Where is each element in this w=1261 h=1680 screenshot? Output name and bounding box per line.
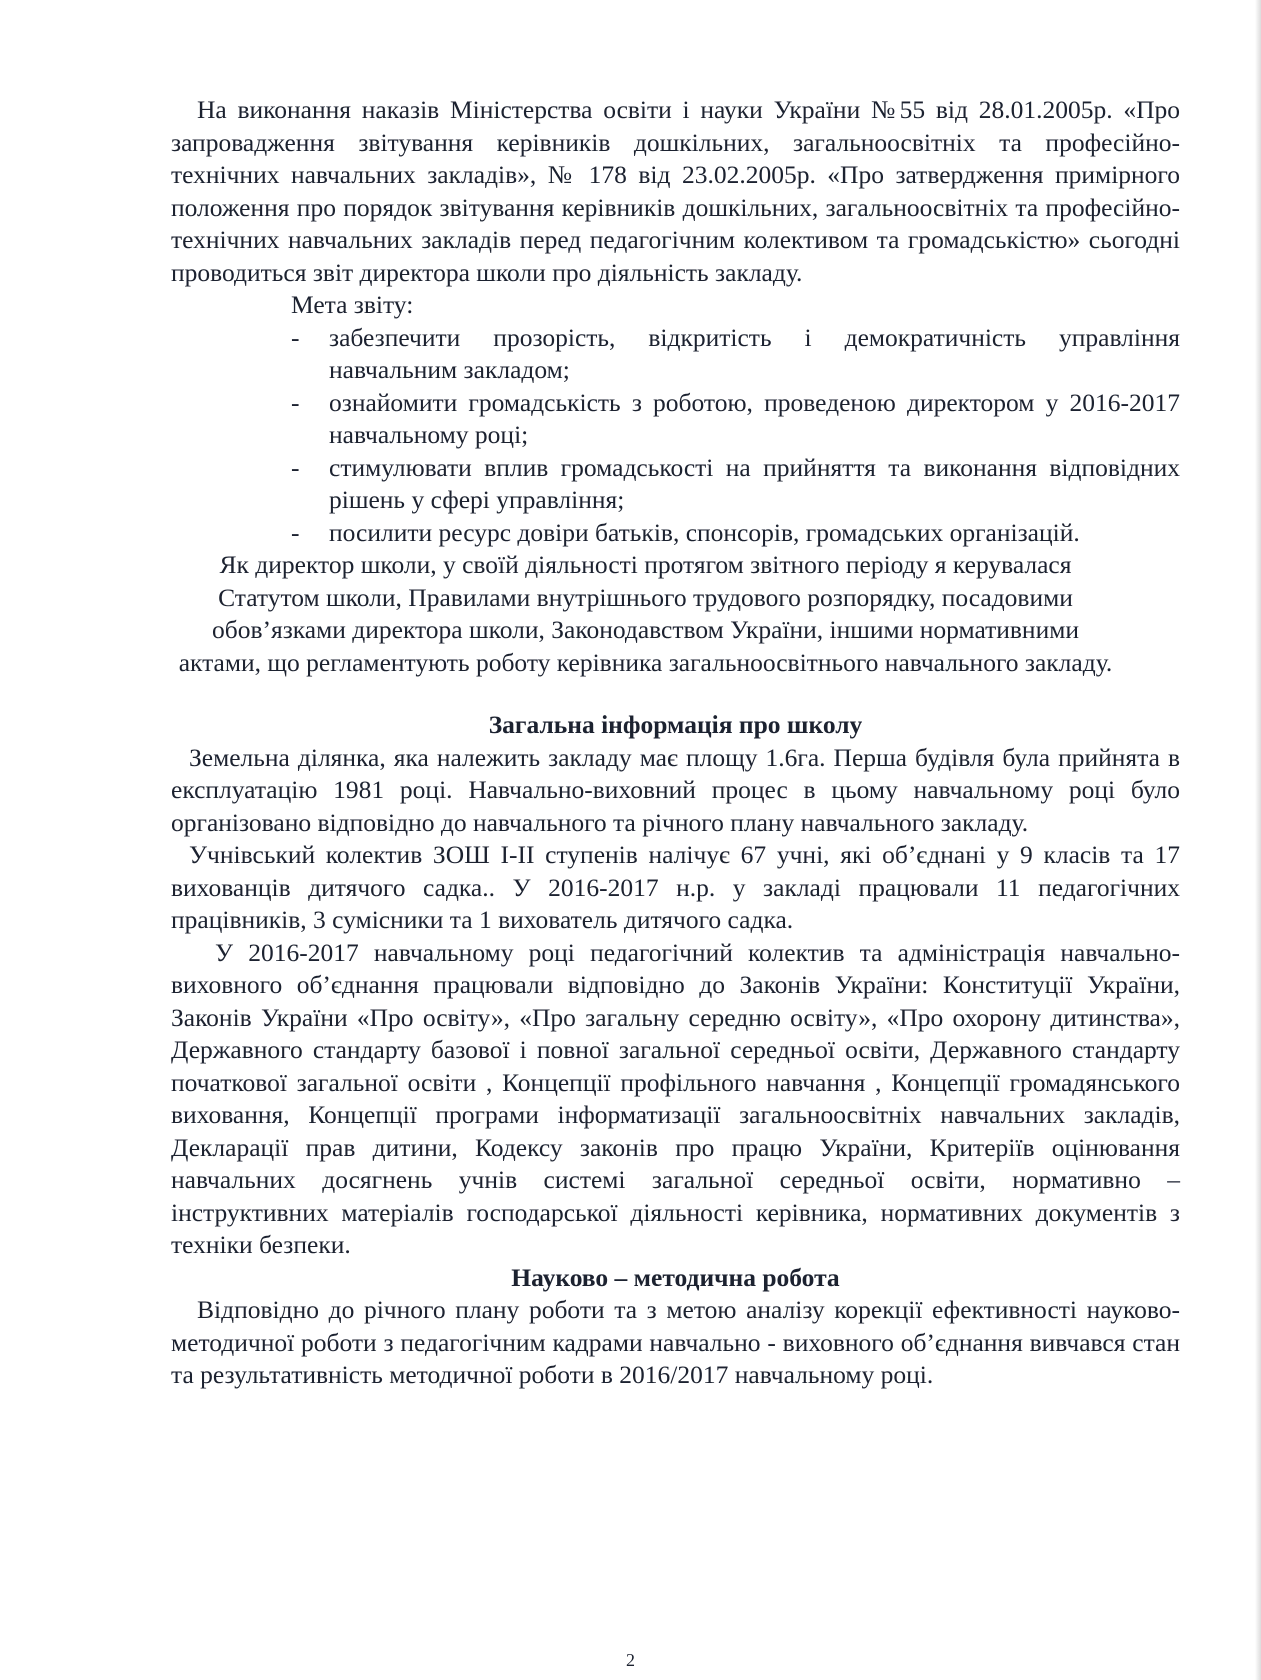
page-number: 2 xyxy=(626,1650,635,1670)
director-paragraph: Як директор школи, у своїй діяльності протягом звітного періоду я керувалася Статутом школи, Правилами внутрішнього трудового розпорядку, посадовими обов’язками директора школи, Законодавством України, іншими нормативними актами, що регламентують роботу керівника загальноосвітнього навчального закладу. xyxy=(178,550,1113,677)
goal-item: - посилити ресурс довіри батьків, спонсорів, громадських організацій. xyxy=(291,517,1180,550)
methodical-paragraph: Відповідно до річного плану роботи та з метою аналізу корекції ефективності науково-методичної роботи з педагогічним кадрами навчально - виховного об’єднання вивчався стан та результативність методичної роботи в 2016/2017 навчальному році. xyxy=(171,1295,1180,1389)
goal-item: - ознайомити громадськість з роботою, проведеною директором у 2016-2017 навчальному році; xyxy=(291,387,1180,452)
section-gap xyxy=(171,679,1180,709)
intro-paragraph: На виконання наказів Міністерства освіти і науки України №55 від 28.01.2005р. «Про запровадження звітування керівників дошкільних, загальноосвітніх та професійно-технічних навчальних закладів», № 178 від 23.02.2005р. «Про затвердження примірного положення про порядок звітування керівників дошкільних, загальноосвітніх та професійно-технічних навчальних закладів перед педагогічним колективом та громадськістю» сьогодні проводиться звіт директора школи про діяльність закладу. xyxy=(171,95,1180,287)
methodical-heading: Науково – методична робота xyxy=(511,1262,840,1292)
general-paragraph-land: Земельна ділянка, яка належить закладу має площу 1.6га. Перша будівля була прийнята в експлуатацію 1981 році. Навчально-виховний процес в цьому навчальному році було організовано відповідно до навчального та річного плану навчального закладу. xyxy=(171,742,1180,837)
general-info-heading: Загальна інформація про школу xyxy=(488,710,863,739)
document-body xyxy=(171,94,1180,1392)
goal-item: - забезпечити прозорість, відкритість і демократичність управління навчальним закладом; xyxy=(291,322,1180,387)
goal-item: - стимулювати вплив громадськості на прийняття та виконання відповідних рішень у сфері управління; xyxy=(291,452,1180,517)
goal-title: Мета звіту: xyxy=(291,290,414,319)
goal-list xyxy=(171,322,1180,550)
general-paragraph-students: Учнівський колектив ЗОШ І-ІІ ступенів налічує 67 учні, які об’єднані у 9 класів та 17 вихованців дитячого садка.. У 2016-2017 н.р. у закладі працювали 11 педагогічних працівників, 3 сумісники та 1 вихователь дитячого садка. xyxy=(171,840,1180,934)
general-paragraph-laws: У 2016-2017 навчальному році педагогічний колектив та адміністрація навчально-виховного об’єднання працювали відповідно до Законів України: Конституції України, Законів України «Про освіту», «Про загальну середню освіту», «Про охорону дитинства», Державного стандарту базової і повної загальної середньої освіти, Державного стандарту початкової загальної освіти , Концепції профільного навчання , Концепції громадянського виховання, Концепції програми інформатизації загальноосвітніх навчальних закладів, Декларації прав дитини, Кодексу законів про працю України, Критеріїв оцінювання навчальних досягнень учнів системі загальної середньої освіти, нормативно – інструктивних матеріалів господарської діяльності керівника, нормативних документів з техніки безпеки. xyxy=(171,937,1180,1259)
scan-edge-shadow xyxy=(1255,0,1261,1680)
